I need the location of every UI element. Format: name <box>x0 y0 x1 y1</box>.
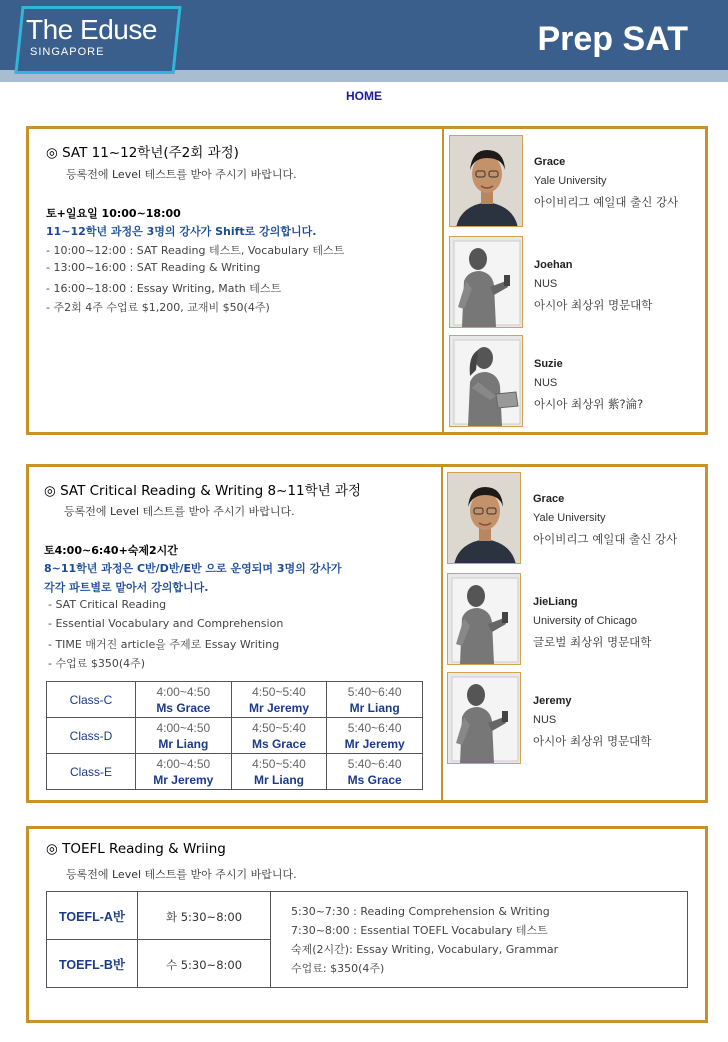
toefl-time-label: 화 5:30~8:00 <box>165 910 243 924</box>
section-subtitle: 등록전에 Level 테스트를 받아 주시기 바랍니다. <box>64 505 295 518</box>
slot-time: 4:50~5:40 <box>252 756 306 771</box>
photo-woman-icon <box>450 136 523 227</box>
course-item: - TIME 매거진 article을 주제로 Essay Writing <box>48 638 280 651</box>
schedule-slot-cell <box>327 754 423 790</box>
schedule-highlight: 8~11학년 과정은 C반/D반/E반 으로 운영되며 3명의 강사가 <box>44 562 342 575</box>
schedule-class-cell <box>47 682 136 718</box>
teacher-school: NUS <box>533 714 557 726</box>
slot-teacher: Mr Jeremy <box>344 736 405 751</box>
schedule-slot-cell <box>327 718 423 754</box>
silhouette-man-phone-icon <box>448 673 521 764</box>
teacher-name: Jeremy <box>533 695 572 707</box>
slot-time: 4:00~4:50 <box>156 756 211 771</box>
teacher-name: Grace <box>533 493 565 505</box>
schedule-class-name: Class-E <box>69 764 112 779</box>
class-schedule-table <box>46 681 423 790</box>
toefl-detail-line: 5:30~7:30 : Reading Comprehension & Writing <box>291 904 550 918</box>
silhouette-man-phone-icon <box>448 574 521 665</box>
teacher-desc: 글로벌 최상위 명문대학 <box>533 635 652 649</box>
silhouette-woman-laptop-icon <box>450 336 523 427</box>
teacher-name: Grace <box>534 156 566 168</box>
teacher-photo-grace <box>449 135 523 227</box>
teacher-desc: 아시아 최상위 紫?淪? <box>534 397 644 411</box>
photo-woman-icon <box>448 473 521 564</box>
teacher-desc: 아시아 최상위 명문대학 <box>533 734 652 748</box>
slot-time: 4:50~5:40 <box>252 684 306 699</box>
schedule-slot-cell <box>231 718 327 754</box>
schedule-highlight: 11~12학년 과정은 3명의 강사가 Shift로 강의합니다. <box>46 225 317 238</box>
teacher-name: Suzie <box>534 358 563 370</box>
teacher-school: NUS <box>534 377 558 389</box>
toefl-detail-line: 수업료: $350(4주) <box>291 961 385 975</box>
schedule-slot-cell <box>136 754 232 790</box>
slot-teacher: Mr Jeremy <box>153 772 214 787</box>
slot-time: 5:40~6:40 <box>347 756 402 771</box>
logo-text[interactable]: The Eduse <box>26 14 157 45</box>
slot-teacher: Mr Liang <box>253 772 304 787</box>
toefl-class-label: TOEFL-B반 <box>58 958 125 972</box>
toefl-class-name <box>47 940 138 988</box>
teacher-name: Joehan <box>534 259 573 271</box>
slot-teacher: Mr Jeremy <box>248 700 309 715</box>
schedule-item: - 10:00~12:00 : SAT Reading 테스트, Vocabulary 테스트 <box>46 244 345 257</box>
home-link-label[interactable]: HOME <box>346 89 382 103</box>
course-item: - 수업료 $350(4주) <box>48 657 146 670</box>
schedule-slot-cell <box>231 682 327 718</box>
schedule-highlight: 각각 파트별로 맡아서 강의합니다. <box>44 581 209 594</box>
slot-teacher: Ms Grace <box>156 700 211 715</box>
slot-time: 5:40~6:40 <box>347 684 402 699</box>
teacher-desc: 아이비리그 예일대 출신 강사 <box>533 532 678 546</box>
toefl-detail-line: 7:30~8:00 : Essential TOEFL Vocabulary 테스트 <box>291 923 548 937</box>
schedule-item: - 주2회 4주 수업료 $1,200, 교재비 $50(4주) <box>46 301 270 314</box>
toefl-class-time <box>138 892 271 940</box>
section-title: ◎ SAT Critical Reading & Writing 8~11학년 과정 <box>44 483 362 499</box>
home-link[interactable] <box>0 89 728 103</box>
teacher-desc: 아시아 최상위 명문대학 <box>534 298 653 312</box>
slot-teacher: Mr Liang <box>349 700 400 715</box>
toefl-class-label: TOEFL-A반 <box>58 910 125 924</box>
schedule-slot-cell <box>136 682 232 718</box>
toefl-schedule-table <box>46 891 688 988</box>
schedule-heading: 토4:00~6:40+숙제2시간 <box>44 544 178 557</box>
schedule-class-cell <box>47 754 136 790</box>
schedule-class-name: Class-C <box>69 692 113 707</box>
schedule-class-cell <box>47 718 136 754</box>
section-divider <box>442 129 444 432</box>
section-title: ◎ TOEFL Reading & Wriing <box>46 841 226 857</box>
toefl-detail-line: 숙제(2시간): Essay Writing, Vocabulary, Grammar <box>291 942 559 956</box>
slot-time: 5:40~6:40 <box>347 720 402 735</box>
toefl-class-time <box>138 940 271 988</box>
section-subtitle: 등록전에 Level 테스트를 받아 주시기 바랍니다. <box>66 168 297 181</box>
section-divider <box>441 467 443 800</box>
schedule-class-name: Class-D <box>69 728 113 743</box>
slot-teacher: Ms Grace <box>347 772 402 787</box>
teacher-school: University of Chicago <box>533 615 637 627</box>
toefl-details <box>271 892 688 988</box>
teacher-school: Yale University <box>533 512 606 524</box>
teacher-desc: 아이비리그 예일대 출신 강사 <box>534 195 679 209</box>
slot-teacher: Ms Grace <box>251 736 306 751</box>
slot-time: 4:00~4:50 <box>156 720 211 735</box>
silhouette-man-phone-icon <box>450 237 523 328</box>
course-item: - Essential Vocabulary and Comprehension <box>48 617 284 630</box>
schedule-slot-cell <box>136 718 232 754</box>
logo-subtext: SINGAPORE <box>30 46 105 58</box>
brand-title: Prep SAT <box>537 20 688 58</box>
toefl-time-label: 수 5:30~8:00 <box>165 958 243 972</box>
teacher-school: NUS <box>534 278 558 290</box>
schedule-slot-cell <box>327 682 423 718</box>
schedule-item: - 13:00~16:00 : SAT Reading & Writing <box>46 261 261 274</box>
slot-time: 4:00~4:50 <box>156 684 211 699</box>
schedule-row <box>47 718 423 754</box>
schedule-row <box>47 682 423 718</box>
section-title: ◎ SAT 11~12학년(주2회 과정) <box>46 145 239 161</box>
teacher-school: Yale University <box>534 175 607 187</box>
slot-teacher: Mr Liang <box>158 736 209 751</box>
schedule-heading: 토+일요일 10:00~18:00 <box>46 207 181 220</box>
teacher-photo-joehan <box>449 236 523 328</box>
section-subtitle: 등록전에 Level 테스트를 받아 주시기 바랍니다. <box>66 868 297 881</box>
schedule-slot-cell <box>231 754 327 790</box>
course-item: - SAT Critical Reading <box>48 598 167 611</box>
teacher-photo-jieliang <box>447 573 521 665</box>
toefl-class-name <box>47 892 138 940</box>
slot-time: 4:50~5:40 <box>252 720 306 735</box>
schedule-row <box>47 754 423 790</box>
teacher-name: JieLiang <box>533 596 578 608</box>
schedule-item: - 16:00~18:00 : Essay Writing, Math 테스트 <box>46 282 282 295</box>
teacher-photo-grace <box>447 472 521 564</box>
teacher-photo-suzie <box>449 335 523 427</box>
teacher-photo-jeremy <box>447 672 521 764</box>
